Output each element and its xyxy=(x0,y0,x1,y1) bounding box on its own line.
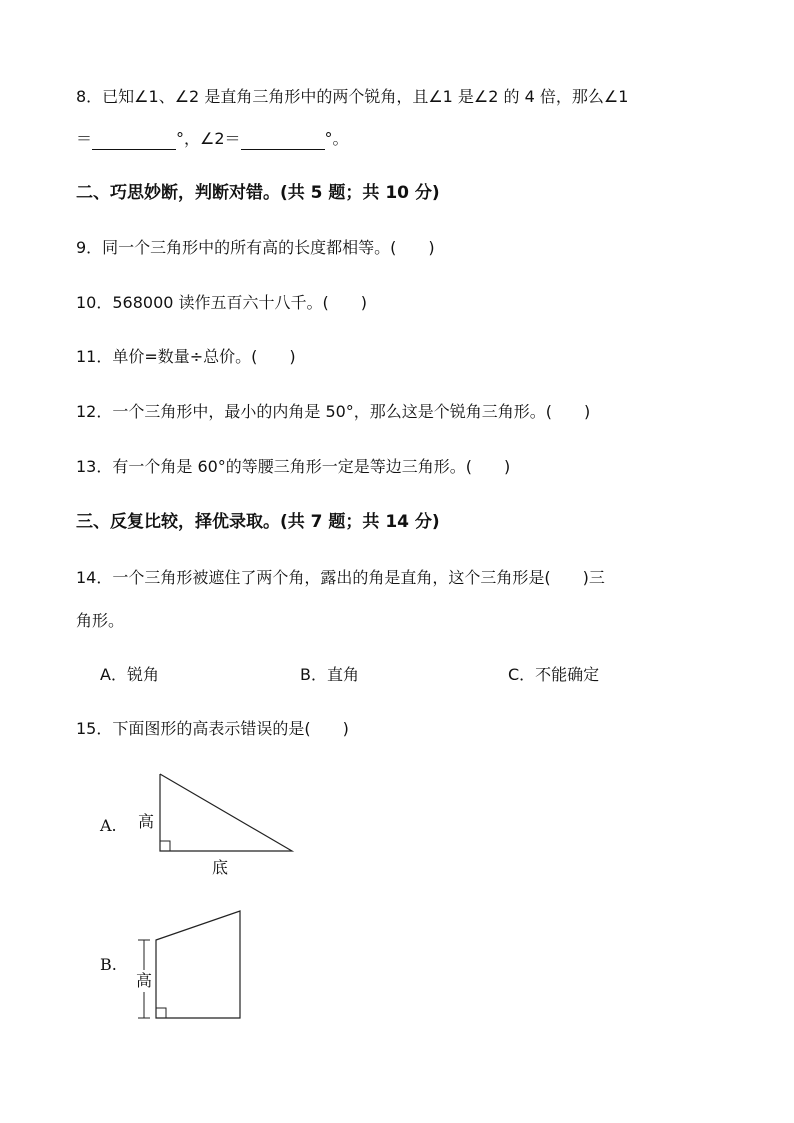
question-13: 13．有一个角是 60°的等腰三角形一定是等边三角形。( ) xyxy=(76,457,511,476)
angle2-answer-blank[interactable] xyxy=(241,131,325,150)
section-3-heading: 三、反复比较，择优录取。(共 7 题；共 14 分) xyxy=(76,512,440,532)
question-8-text: 8．已知∠1、∠2 是直角三角形中的两个锐角，且∠1 是∠2 的 4 倍，那么∠1 xyxy=(76,87,629,106)
question-9: 9．同一个三角形中的所有高的长度都相等。( ) xyxy=(76,238,435,257)
option-b[interactable]: B．直角 xyxy=(300,665,359,684)
section-2-heading: 二、巧思妙断，判断对错。(共 5 题；共 10 分) xyxy=(76,183,440,203)
equals-sign: ＝ xyxy=(76,129,93,148)
question-14-line-1: 14．一个三角形被遮住了两个角，露出的角是直角，这个三角形是( )三 xyxy=(76,568,605,587)
figure-a-height-label: 高 xyxy=(138,812,155,831)
question-8-line-1 xyxy=(76,86,628,108)
figure-b-height-label: 高 xyxy=(136,971,153,990)
question-11: 11．单价=数量÷总价。( ) xyxy=(76,347,296,366)
question-15: 15．下面图形的高表示错误的是( ) xyxy=(76,719,349,738)
figure-a-base-label: 底 xyxy=(212,858,229,877)
figure-a-option-label[interactable]: A. xyxy=(100,816,117,835)
option-a[interactable]: A．锐角 xyxy=(100,665,159,684)
question-14-line-2: 角形。 xyxy=(76,611,125,630)
figure-a-right-triangle xyxy=(150,768,300,858)
question-8-line-2 xyxy=(76,128,349,150)
question-8-middle-text: °，∠2＝ xyxy=(176,129,241,148)
figure-b-option-label[interactable]: B. xyxy=(100,955,117,974)
angle1-answer-blank[interactable] xyxy=(92,131,176,150)
question-12: 12．一个三角形中，最小的内角是 50°，那么这是个锐角三角形。( ) xyxy=(76,402,591,421)
option-c[interactable]: C．不能确定 xyxy=(508,665,600,684)
question-8-end-text: °。 xyxy=(324,129,349,148)
figure-b-trapezoid xyxy=(130,905,250,1025)
question-10: 10．568000 读作五百六十八千。( ) xyxy=(76,293,368,312)
